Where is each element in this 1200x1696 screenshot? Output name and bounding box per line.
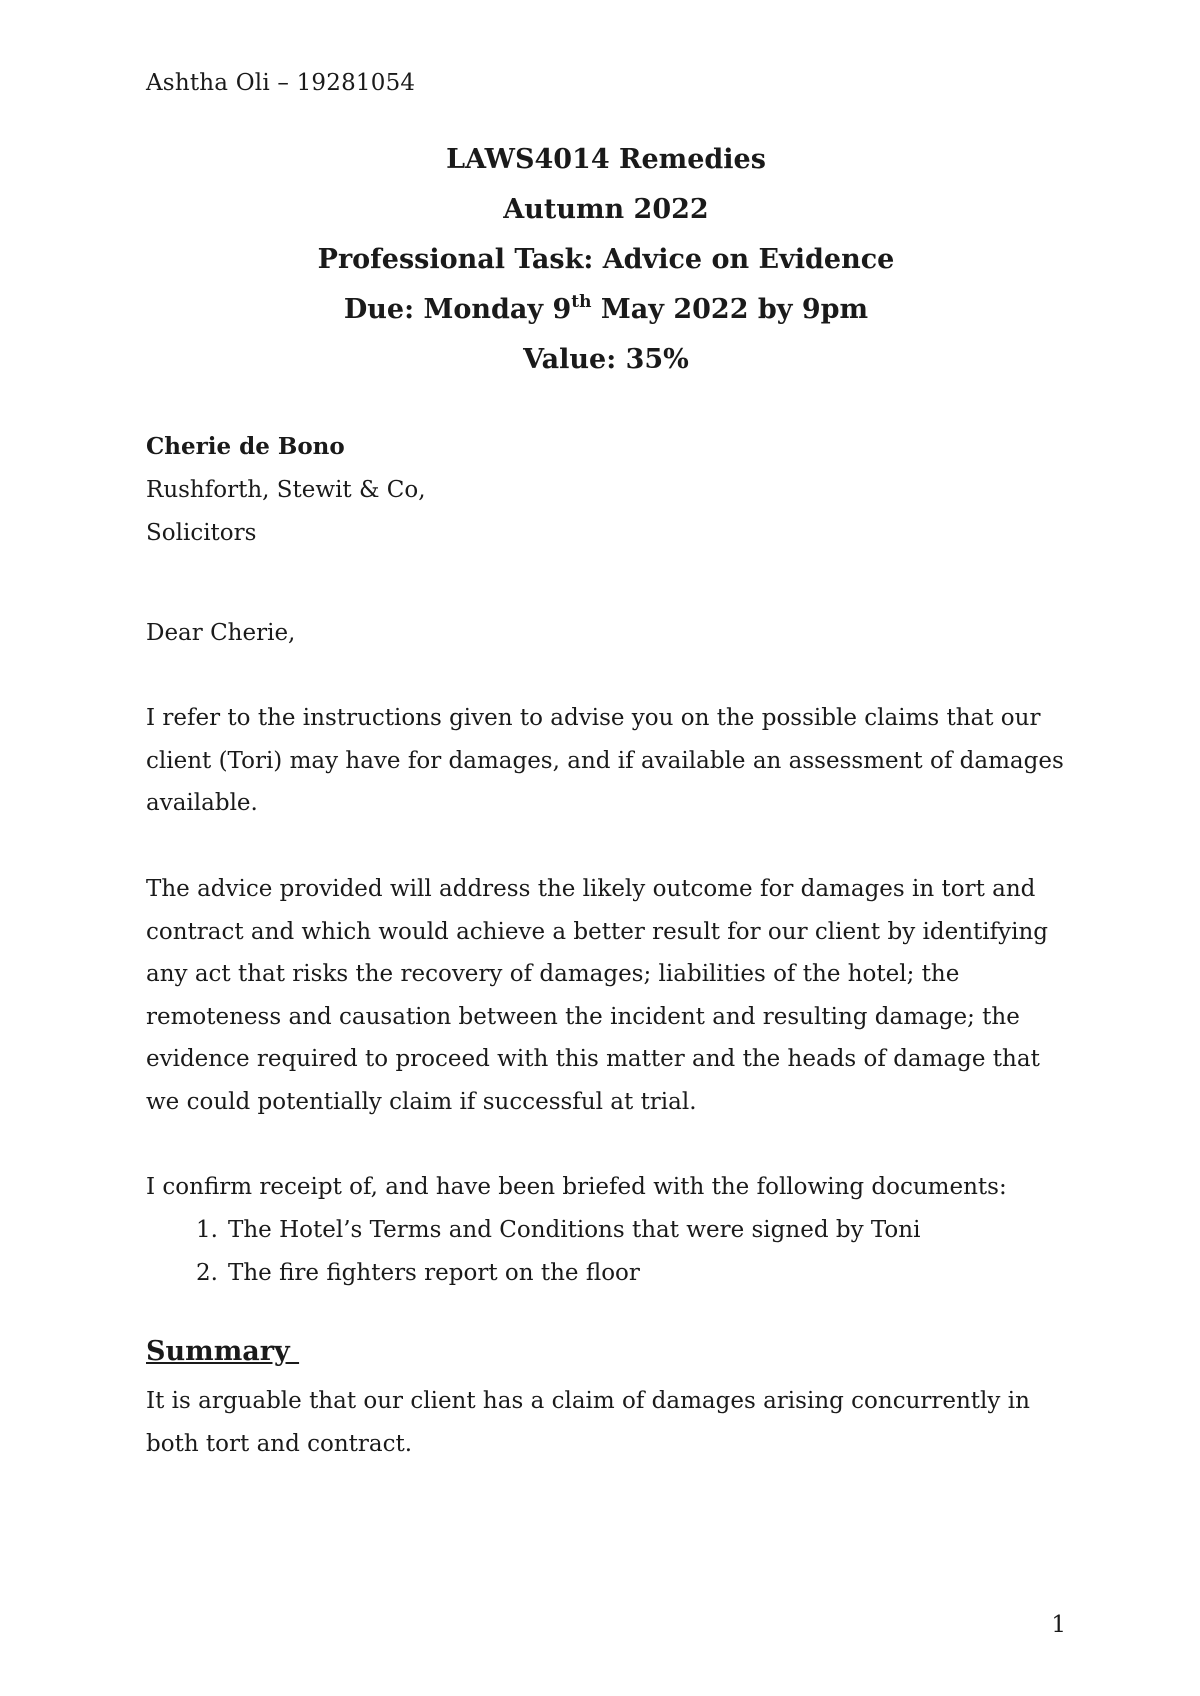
addressee-block — [146, 432, 426, 561]
paragraph-documents-intro: I confirm receipt of, and have been briefed with the following documents: — [146, 1174, 1007, 1200]
course-title: LAWS4014 Remedies — [446, 144, 766, 175]
addressee-name: Cherie de Bono — [146, 433, 345, 460]
list-item-number: 1. — [196, 1217, 218, 1243]
addressee-role: Solicitors — [146, 520, 257, 546]
page-number: 1 — [1051, 1612, 1066, 1638]
title-block — [146, 142, 1066, 392]
list-item-text: The Hotel’s Terms and Conditions that were signed by Toni — [228, 1217, 921, 1243]
salutation: Dear Cherie, — [146, 620, 296, 646]
author-header: Ashtha Oli – 19281054 — [146, 70, 416, 96]
list-item — [146, 1209, 920, 1252]
due-date-superscript: th — [571, 292, 592, 312]
task-title: Professional Task: Advice on Evidence — [317, 244, 895, 275]
paragraph-advice-scope: The advice provided will address the likely outcome for damages in tort and contract and which would achieve a better result for our client by identifying any act that risks the recovery of damages; liabilities of the hotel; the remoteness and causation between the incident and resulting damage; the evidence required to proceed with this matter and the heads of damage that we could potentially claim if successful at trial. — [146, 876, 1048, 1115]
task-value: Value: 35% — [523, 344, 689, 375]
addressee-firm: Rushforth, Stewit & Co, — [146, 477, 426, 503]
list-item — [146, 1252, 920, 1295]
due-date — [146, 292, 1066, 342]
document-page — [146, 0, 1066, 1696]
list-item-number: 2. — [196, 1259, 218, 1286]
summary-text: It is arguable that our client has a claim of damages arising concurrently in both tort and contract. — [146, 1388, 1030, 1457]
summary-heading: Summary — [146, 1336, 300, 1367]
term-title: Autumn 2022 — [503, 194, 709, 225]
due-date-prefix: Due: Monday 9 — [343, 294, 572, 325]
list-item-text: The fire fighters report on the floor — [228, 1259, 640, 1286]
paragraph-instructions: I refer to the instructions given to advise you on the possible claims that our client (Tori) may have for damages, and if available an assessment of damages available. — [146, 705, 1064, 816]
documents-list — [146, 1209, 920, 1294]
due-date-suffix: May 2022 by 9pm — [591, 294, 869, 325]
